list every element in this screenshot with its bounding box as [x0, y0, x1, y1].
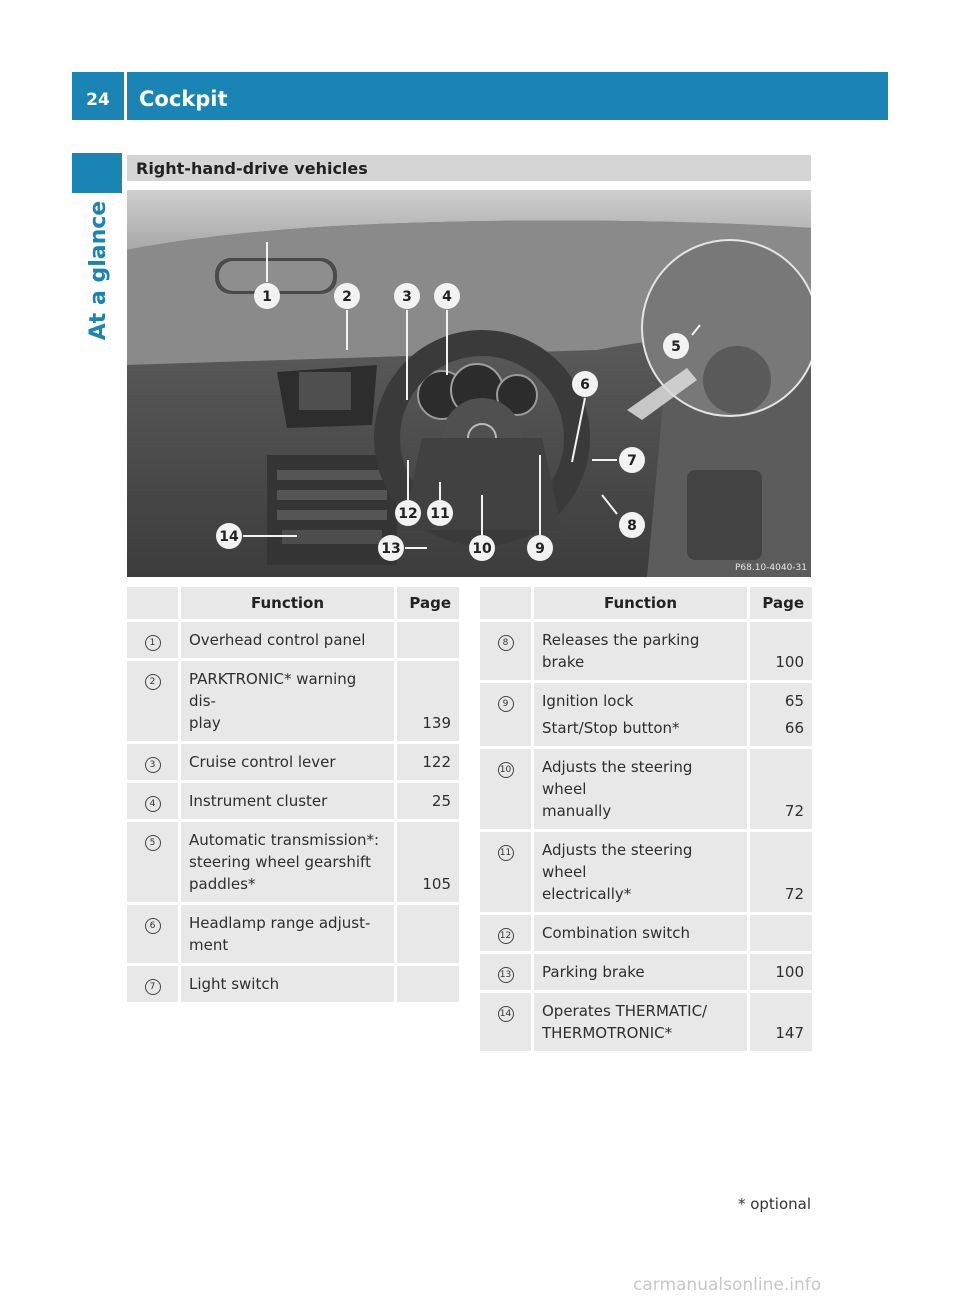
svg-text:9: 9 — [535, 541, 545, 557]
function-text: manually — [542, 802, 612, 820]
function-text: Instrument cluster — [189, 792, 328, 810]
circled-number: 2 — [145, 674, 161, 690]
table-row — [480, 954, 812, 993]
callout-2 — [334, 283, 360, 309]
cockpit-illustration — [127, 190, 811, 577]
function-text: Start/Stop button* — [542, 719, 680, 737]
svg-text:7: 7 — [627, 453, 637, 469]
function-text: electrically* — [542, 885, 632, 903]
table-row — [127, 905, 459, 966]
function-cell — [534, 622, 750, 683]
circled-number: 7 — [145, 979, 161, 995]
row-number-cell — [480, 749, 534, 832]
function-text: steering wheel gearshift — [189, 853, 371, 871]
svg-text:13: 13 — [381, 541, 401, 557]
function-text: Combination switch — [542, 924, 691, 942]
page-ref: 66 — [784, 719, 804, 737]
function-cell — [534, 954, 750, 993]
callout-6 — [572, 371, 598, 397]
function-text: Adjusts the steering wheel — [542, 758, 693, 798]
page-ref: 72 — [784, 802, 804, 820]
header-page: Page — [397, 587, 459, 622]
circled-number: 9 — [498, 696, 514, 712]
function-text: THERMOTRONIC* — [542, 1024, 673, 1042]
function-cell — [181, 966, 397, 1005]
function-cell — [181, 783, 397, 822]
svg-text:3: 3 — [402, 289, 412, 305]
function-text: Headlamp range adjust- — [189, 914, 371, 932]
table-row — [127, 783, 459, 822]
row-number-cell — [480, 622, 534, 683]
page-ref: 147 — [775, 1024, 804, 1042]
table-header-row — [127, 587, 459, 622]
svg-text:1: 1 — [262, 289, 272, 305]
table-row — [480, 749, 812, 832]
table-row — [127, 622, 459, 661]
page-ref: 100 — [775, 963, 804, 981]
table-row — [127, 661, 459, 744]
function-text: ment — [189, 936, 229, 954]
page-cell — [750, 749, 812, 832]
header-number-cell — [127, 587, 181, 622]
function-cell — [181, 822, 397, 905]
function-cell — [534, 683, 750, 749]
callout-14 — [216, 523, 242, 549]
callout-11 — [427, 500, 453, 526]
row-number-cell — [127, 822, 181, 905]
chapter-title: Cockpit — [139, 87, 228, 111]
page-cell — [750, 832, 812, 915]
page-ref: 122 — [422, 753, 451, 771]
page-cell — [750, 915, 812, 954]
function-text: paddles* — [189, 875, 256, 893]
row-number-cell — [127, 783, 181, 822]
function-text: Automatic transmission*: — [189, 831, 380, 849]
row-number-cell — [480, 832, 534, 915]
side-tab — [79, 200, 119, 340]
callout-12 — [395, 500, 421, 526]
function-cell — [181, 661, 397, 744]
header-function: Function — [534, 587, 750, 622]
callout-5 — [663, 333, 689, 359]
page-ref: 65 — [784, 692, 804, 710]
callout-1 — [254, 283, 280, 309]
callout-9 — [527, 535, 553, 561]
function-cell — [181, 905, 397, 966]
table-row — [480, 915, 812, 954]
page-cell — [750, 622, 812, 683]
function-text: play — [189, 714, 221, 732]
page-cell — [397, 966, 459, 1005]
function-cell — [181, 744, 397, 783]
header-function: Function — [181, 587, 397, 622]
svg-text:6: 6 — [580, 377, 590, 393]
function-text: Light switch — [189, 975, 280, 993]
page-cell — [750, 993, 812, 1054]
watermark: carmanualsonline.info — [633, 1275, 822, 1295]
side-tab-label: At a glance — [86, 200, 112, 340]
circled-number: 12 — [498, 928, 514, 944]
footnote: * optional — [737, 1195, 811, 1213]
function-cell — [181, 622, 397, 661]
figure-code: P68.10-4040-31 — [734, 563, 807, 573]
function-cell — [534, 749, 750, 832]
page-cell — [397, 661, 459, 744]
row-number-cell — [480, 915, 534, 954]
page-cell — [397, 822, 459, 905]
header-page: Page — [750, 587, 812, 622]
circled-number: 6 — [145, 918, 161, 934]
table-row — [127, 966, 459, 1005]
svg-text:8: 8 — [627, 518, 637, 534]
svg-text:14: 14 — [219, 529, 239, 545]
function-text: PARKTRONIC* warning dis- — [189, 670, 357, 710]
svg-text:4: 4 — [442, 289, 452, 305]
row-number-cell — [480, 993, 534, 1054]
page-ref: 139 — [422, 714, 451, 732]
page-cell — [397, 744, 459, 783]
page-cell — [397, 622, 459, 661]
table-row — [480, 622, 812, 683]
header-number-cell — [480, 587, 534, 622]
callout-13 — [378, 535, 404, 561]
function-text: Overhead control panel — [189, 631, 366, 649]
circled-number: 10 — [498, 762, 514, 778]
circled-number: 5 — [145, 835, 161, 851]
row-number-cell — [127, 661, 181, 744]
table-header-row — [480, 587, 812, 622]
callout-10 — [469, 535, 495, 561]
table-row — [480, 832, 812, 915]
section-heading: Right-hand-drive vehicles — [127, 155, 811, 181]
row-number-cell — [480, 683, 534, 749]
circled-number: 3 — [145, 757, 161, 773]
table-row — [480, 683, 812, 749]
function-text: Cruise control lever — [189, 753, 336, 771]
row-number-cell — [127, 905, 181, 966]
function-text: Adjusts the steering wheel — [542, 841, 693, 881]
page-cell — [397, 905, 459, 966]
function-table-right — [480, 587, 812, 1054]
side-tab-marker — [72, 153, 122, 193]
function-text: Ignition lock — [542, 692, 634, 710]
table-row — [127, 744, 459, 783]
callout-7 — [619, 447, 645, 473]
row-number-cell — [127, 622, 181, 661]
function-cell — [534, 832, 750, 915]
page-cell — [750, 954, 812, 993]
page-ref: 105 — [422, 875, 451, 893]
function-table-left — [127, 587, 459, 1005]
page-cell — [397, 783, 459, 822]
circled-number: 14 — [498, 1006, 514, 1022]
function-text: Parking brake — [542, 963, 645, 981]
callout-3 — [394, 283, 420, 309]
table-body-left — [127, 622, 459, 1005]
svg-text:2: 2 — [342, 289, 352, 305]
page-ref: 72 — [784, 885, 804, 903]
function-text: Operates THERMATIC/ — [542, 1002, 708, 1020]
svg-text:10: 10 — [472, 541, 492, 557]
circled-number: 1 — [145, 635, 161, 651]
page-ref: 100 — [775, 653, 804, 671]
row-number-cell — [127, 744, 181, 783]
table-row — [127, 822, 459, 905]
table-body-right — [480, 622, 812, 1054]
page-cell — [750, 683, 812, 749]
header-divider — [124, 72, 127, 120]
row-number-cell — [127, 966, 181, 1005]
cockpit-figure — [127, 190, 811, 577]
callout-4 — [434, 283, 460, 309]
function-cell — [534, 915, 750, 954]
svg-text:5: 5 — [671, 339, 681, 355]
function-cell — [534, 993, 750, 1054]
function-text: Releases the parking brake — [542, 631, 700, 671]
circled-number: 13 — [498, 967, 514, 983]
row-number-cell — [480, 954, 534, 993]
page-number: 24 — [86, 90, 110, 110]
svg-text:11: 11 — [430, 506, 450, 522]
table-row — [480, 993, 812, 1054]
circled-number: 8 — [498, 635, 514, 651]
callout-8 — [619, 512, 645, 538]
circled-number: 11 — [498, 845, 514, 861]
svg-text:12: 12 — [398, 506, 418, 522]
page-ref: 25 — [431, 792, 451, 810]
circled-number: 4 — [145, 796, 161, 812]
